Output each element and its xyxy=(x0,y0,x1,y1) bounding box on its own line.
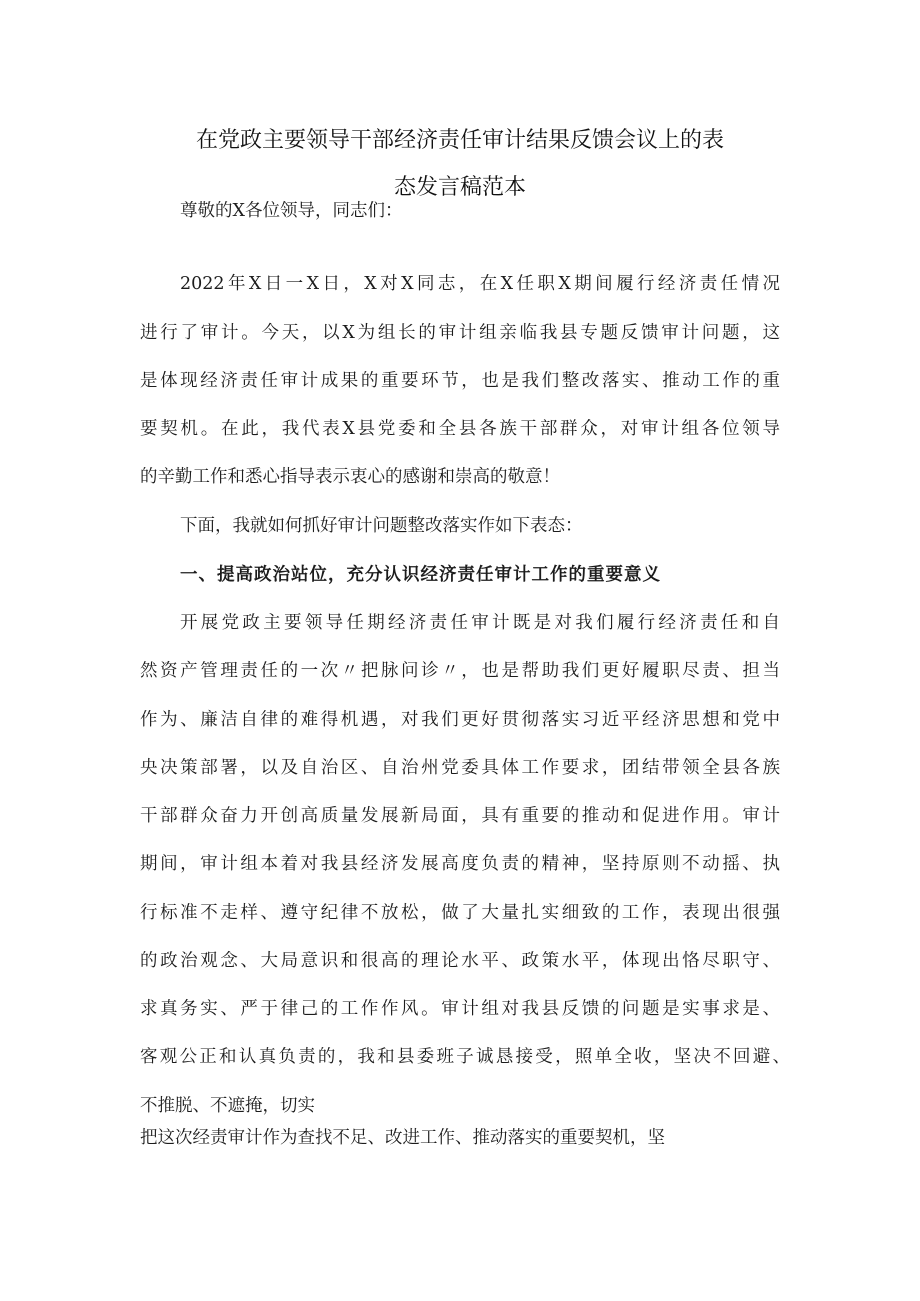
paragraph-2: 下面，我就如何抓好审计问题整改落实作如下表态： xyxy=(180,516,583,536)
paragraph-1-line-4: 要契机。在此，我代表X县党委和全县各族干部群众，对审计组各位领导 xyxy=(140,419,780,439)
paragraph-1-line-3: 是体现经济责任审计成果的重要环节，也是我们整改落实、推动工作的重 xyxy=(140,371,780,391)
paragraph-3-line-11: 不推脱、不遮掩，切实 xyxy=(140,1096,315,1116)
paragraph-1-line-2: 进行了审计。今天，以X为组长的审计组亲临我县专题反馈审计问题，这 xyxy=(140,323,780,343)
salutation: 尊敬的X各位领导，同志们： xyxy=(180,201,403,221)
paragraph-3-line-7: 行标准不走样、遵守纪律不放松，做了大量扎实细致的工作，表现出很强 xyxy=(140,903,780,923)
section-heading-1: 一、提高政治站位，充分认识经济责任审计工作的重要意义 xyxy=(180,565,661,585)
document-title-line-2: 态发言稿范本 xyxy=(393,175,526,200)
paragraph-1-line-5: 的辛勤工作和悉心指导表示衷心的感谢和崇高的敬意！ xyxy=(140,467,560,487)
paragraph-3-line-10: 客观公正和认真负责的，我和县委班子诚恳接受，照单全收，坚决不回避、 xyxy=(140,1047,790,1067)
paragraph-3-line-12: 把这次经责审计作为查找不足、改进工作、推动落实的重要契机，坚 xyxy=(140,1128,665,1148)
paragraph-3-line-6: 期间，审计组本着对我县经济发展高度负责的精神，坚持原则不动摇、执 xyxy=(140,854,780,874)
paragraph-3-line-1: 开展党政主要领导任期经济责任审计既是对我们履行经济责任和自 xyxy=(180,613,780,633)
paragraph-1-line-1: 2022年X日一X日，X对X同志，在X任职X期间履行经济责任情况 xyxy=(180,274,780,294)
paragraph-3-line-4: 央决策部署，以及自治区、自治州党委具体工作要求，团结带领全县各族 xyxy=(140,758,780,778)
document-title-line-1: 在党政主要领导干部经济责任审计结果反馈会议上的表 xyxy=(195,128,724,153)
paragraph-3-line-3: 作为、廉洁自律的难得机遇，对我们更好贯彻落实习近平经济思想和党中 xyxy=(140,710,780,730)
paragraph-3-line-8: 的政治观念、大局意识和很高的理论水平、政策水平，体现出恪尽职守、 xyxy=(140,951,780,971)
paragraph-3-line-9: 求真务实、严于律己的工作作风。审计组对我县反馈的问题是实事求是、 xyxy=(140,999,780,1019)
paragraph-3-line-5: 干部群众奋力开创高质量发展新局面，具有重要的推动和促进作用。审计 xyxy=(140,806,780,826)
paragraph-3-line-2: 然资产管理责任的一次〃把脉问诊〃，也是帮助我们更好履职尽责、担当 xyxy=(140,661,780,681)
